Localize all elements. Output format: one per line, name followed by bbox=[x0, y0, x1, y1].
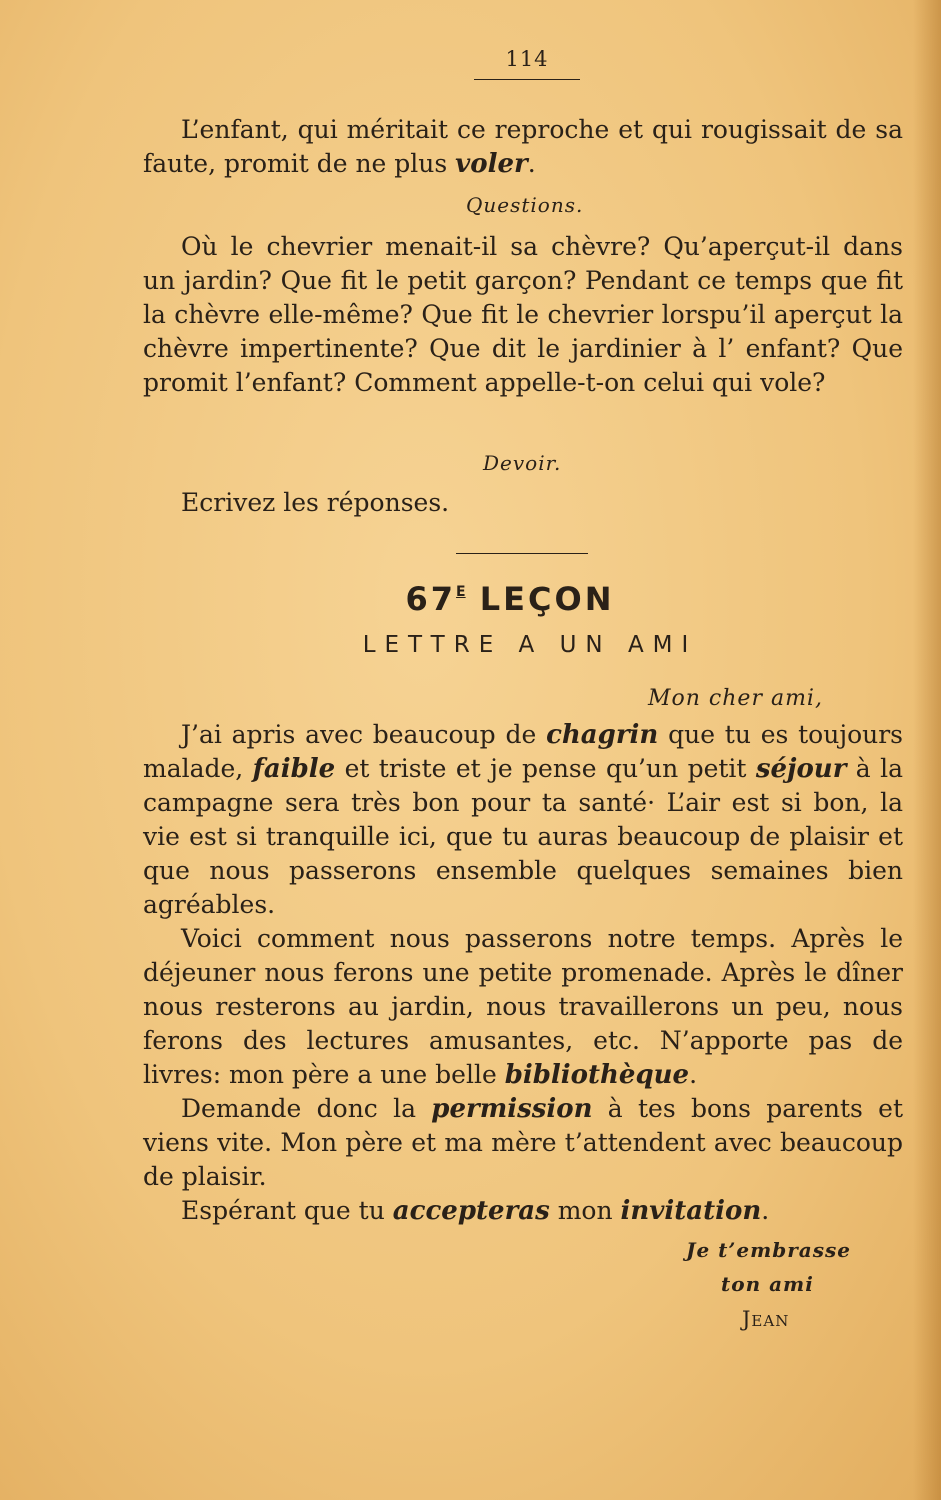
letter-paragraph-1 bbox=[143, 718, 903, 922]
lesson-title: LETTRE A UN AMI bbox=[362, 632, 698, 658]
letter-text: à tes bons parents et viens vite. Mon père et ma mère t’attendent avec beaucoup de plaisir. bbox=[143, 1094, 903, 1191]
letter-closing-1: Je t’embrasse bbox=[686, 1238, 851, 1262]
devoir-heading: Devoir. bbox=[483, 451, 562, 475]
lesson-heading bbox=[300, 580, 720, 618]
page-edge-shadow bbox=[913, 0, 941, 1500]
letter-text: mon bbox=[549, 1196, 621, 1225]
lesson-suffix: E bbox=[456, 584, 466, 600]
letter-text: que tu es toujours malade, bbox=[143, 720, 904, 783]
letter-salutation: Mon cher ami, bbox=[648, 686, 823, 711]
lesson-number: 67 bbox=[405, 580, 457, 618]
letter-emphasis: permission bbox=[431, 1094, 593, 1124]
letter-emphasis: bibliothèque bbox=[504, 1060, 690, 1090]
letter-closing-2: ton ami bbox=[721, 1272, 814, 1296]
intro-emphasis: voler bbox=[455, 149, 528, 179]
letter-emphasis: faible bbox=[252, 754, 336, 784]
devoir-paragraph: Ecrivez les réponses. bbox=[181, 488, 450, 517]
letter-text: Espérant que tu bbox=[181, 1196, 393, 1225]
letter-emphasis: accepteras bbox=[392, 1196, 550, 1226]
letter-text: . bbox=[761, 1196, 770, 1225]
page-number-rule bbox=[474, 79, 580, 80]
letter-text: Demande donc la bbox=[181, 1094, 432, 1123]
letter-signature: Jean bbox=[742, 1307, 790, 1331]
intro-text: L’enfant, qui méritait ce reproche et qui rougissait de sa faute, promit de ne plus bbox=[143, 115, 903, 178]
letter-emphasis: séjour bbox=[755, 754, 847, 784]
letter-paragraph-4 bbox=[143, 1194, 903, 1228]
letter-paragraph-3 bbox=[143, 1092, 903, 1194]
letter-text: Voici comment nous passerons notre temps. Après le déjeuner nous ferons une petite promenade. Après le dîner nous resterons au jardin, nous travaillerons un peu, nous ferons des lectures amusantes, etc. N’apporte pas de livres: mon père a une belle bbox=[143, 924, 903, 1089]
letter-emphasis: chagrin bbox=[546, 720, 659, 750]
questions-paragraph: Où le chevrier menait-il sa chèvre? Qu’aperçut-il dans un jardin? Que fit le petit garçon? Pendant ce temps que fit la chèvre elle-même? Que fit le chevrier lorspu’il aperçut la chèvre impertinente? Que dit le jardinier à l’ enfant? Que promit l’enfant? Comment appelle-t-on celui qui vole? bbox=[143, 232, 903, 397]
questions-heading: Questions. bbox=[466, 193, 584, 217]
letter-paragraph-2 bbox=[143, 922, 903, 1092]
intro-period: . bbox=[527, 149, 536, 178]
letter-text: et triste et je pense qu’un petit bbox=[335, 754, 756, 783]
letter-text: à la campagne sera très bon pour ta santé· L’air est si bon, la vie est si tranquille ici, que tu auras beaucoup de plaisir et que nous passerons ensemble quelques semaines bien agréables. bbox=[143, 754, 903, 919]
section-separator bbox=[456, 553, 588, 554]
letter-text: . bbox=[689, 1060, 698, 1089]
letter-emphasis: invitation bbox=[620, 1196, 762, 1226]
intro-paragraph bbox=[143, 113, 903, 181]
page-number: 114 bbox=[505, 47, 549, 71]
letter-text: J’ai apris avec beaucoup de bbox=[181, 720, 547, 749]
lesson-word: LEÇON bbox=[479, 580, 615, 618]
